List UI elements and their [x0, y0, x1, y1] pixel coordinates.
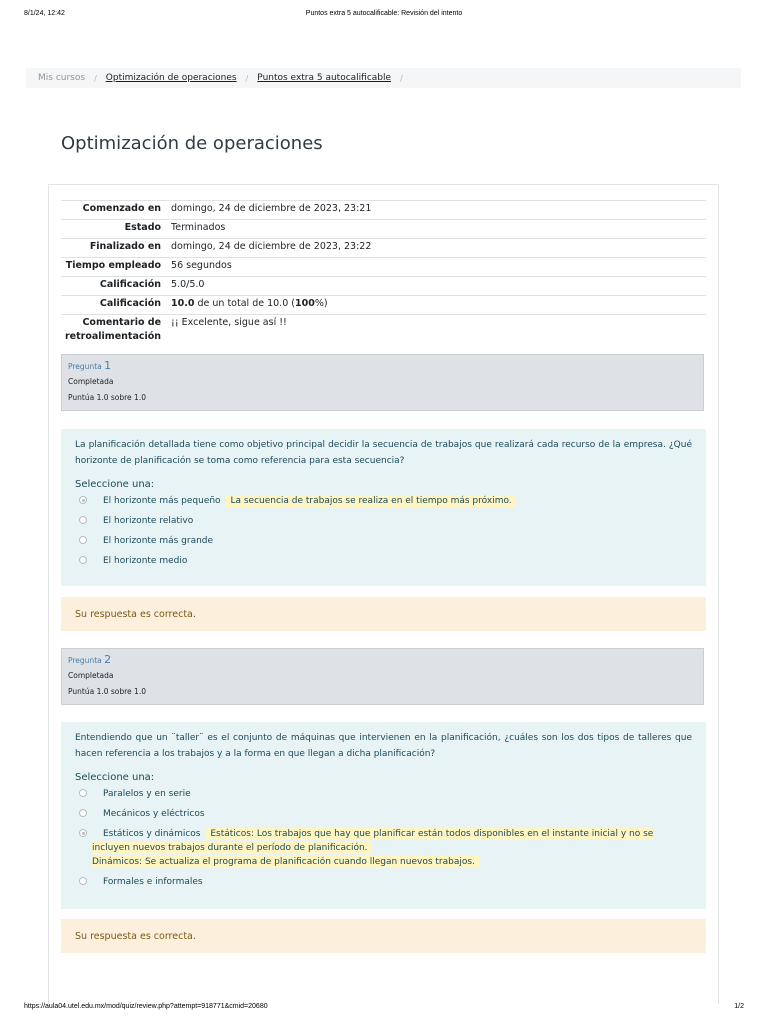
- summary-value: ¡¡ Excelente, sigue así !!: [167, 315, 706, 348]
- summary-label: Tiempo empleado: [61, 258, 167, 277]
- option-label: Mecánicos y eléctricos: [103, 809, 205, 819]
- question-info: [61, 354, 704, 411]
- result-feedback: Su respuesta es correcta.: [61, 919, 706, 953]
- summary-row: [61, 296, 706, 315]
- attempt-summary-table: [61, 200, 706, 347]
- answer-option[interactable]: [75, 807, 692, 821]
- radio-icon[interactable]: [79, 789, 87, 797]
- page-title: Optimización de operaciones: [61, 133, 323, 154]
- question-number: [68, 359, 697, 374]
- radio-icon[interactable]: [79, 809, 87, 817]
- grade-text-end: %): [314, 298, 328, 309]
- answer-option[interactable]: [75, 875, 692, 889]
- answer-option[interactable]: [75, 494, 692, 508]
- summary-label: Comentario de retroalimentación: [61, 315, 167, 348]
- option-label: Estáticos y dinámicos: [103, 829, 201, 839]
- question-status: Completada: [68, 671, 114, 680]
- question-content: [61, 429, 706, 586]
- question-label: Pregunta: [68, 362, 102, 371]
- radio-checked-icon[interactable]: [79, 829, 87, 837]
- breadcrumb: [26, 68, 741, 88]
- summary-value: Terminados: [167, 220, 706, 239]
- option-label: Formales e informales: [103, 877, 203, 887]
- option-label: El horizonte más pequeño: [103, 496, 221, 506]
- summary-label: Finalizado en: [61, 239, 167, 258]
- result-feedback: Su respuesta es correcta.: [61, 597, 706, 631]
- print-page-count: 1/2: [734, 1003, 744, 1010]
- breadcrumb-my-courses[interactable]: Mis cursos: [38, 73, 86, 83]
- summary-row: [61, 239, 706, 258]
- summary-row: [61, 220, 706, 239]
- print-header: [0, 10, 768, 22]
- breadcrumb-separator: /: [94, 73, 97, 83]
- radio-icon[interactable]: [79, 556, 87, 564]
- summary-label: Calificación: [61, 296, 167, 315]
- summary-value: 5.0/5.0: [167, 277, 706, 296]
- question-score: Puntúa 1.0 sobre 1.0: [68, 687, 146, 696]
- answer-option[interactable]: [75, 534, 692, 548]
- question-score: Puntúa 1.0 sobre 1.0: [68, 393, 146, 402]
- summary-value: domingo, 24 de diciembre de 2023, 23:21: [167, 201, 706, 220]
- question-text: La planificación detallada tiene como objetivo principal decidir la secuencia de trabajos que realizará cada recurso de la empresa. ¿Qué horizonte de planificación se toma como referencia para esta secuencia?: [75, 440, 692, 466]
- radio-icon[interactable]: [79, 516, 87, 524]
- summary-row: [61, 258, 706, 277]
- answer-option[interactable]: [75, 827, 692, 869]
- summary-label: Calificación: [61, 277, 167, 296]
- grade-percent-bold: 100: [294, 298, 315, 309]
- summary-value: [167, 296, 706, 315]
- question-status: Completada: [68, 377, 114, 386]
- answer-option[interactable]: [75, 554, 692, 568]
- question-number-value: 2: [104, 653, 112, 666]
- radio-icon[interactable]: [79, 877, 87, 885]
- print-title: Puntos extra 5 autocalificable: Revisión del intento: [305, 10, 463, 17]
- print-footer: [0, 1003, 768, 1015]
- breadcrumb-quiz[interactable]: Puntos extra 5 autocalificable: [257, 73, 392, 83]
- summary-label: Comenzado en: [61, 201, 167, 220]
- select-prompt: Seleccione una:: [75, 772, 155, 783]
- option-label: Paralelos y en serie: [103, 789, 191, 799]
- option-label: El horizonte relativo: [103, 516, 194, 526]
- select-prompt: Seleccione una:: [75, 479, 155, 490]
- question-content: [61, 722, 706, 909]
- radio-checked-icon[interactable]: [79, 496, 87, 504]
- summary-row: [61, 315, 706, 348]
- question-text: Entendiendo que un ¨taller¨ es el conjunto de máquinas que intervienen en la planificación, ¿cuáles son los dos tipos de talleres que hacen referencia a los trabajos y a la forma en que llegan a dicha planificación?: [75, 733, 692, 759]
- grade-text: de un total de 10.0 (: [194, 298, 295, 309]
- breadcrumb-separator: /: [245, 73, 249, 83]
- answer-option[interactable]: [75, 514, 692, 528]
- option-feedback: Estáticos: Los trabajos que hay que planificar están todos disponibles en el instante inicial y no se incluyen nuevos trabajos durante el período de planificación.: [92, 829, 654, 853]
- option-label: El horizonte medio: [103, 556, 188, 566]
- summary-label: Estado: [61, 220, 167, 239]
- summary-row: [61, 277, 706, 296]
- question-number-value: 1: [104, 359, 112, 372]
- grade-bold: 10.0: [171, 298, 195, 309]
- breadcrumb-course[interactable]: Optimización de operaciones: [105, 73, 237, 83]
- question-number: [68, 653, 697, 668]
- summary-value: 56 segundos: [167, 258, 706, 277]
- radio-icon[interactable]: [79, 536, 87, 544]
- option-feedback-2: Dinámicos: Se actualiza el programa de planificación cuando llegan nuevos trabajos.: [92, 856, 479, 868]
- question-label: Pregunta: [68, 656, 102, 665]
- summary-row: [61, 201, 706, 220]
- print-url: https://aula04.utel.edu.mx/mod/quiz/review.php?attempt=918771&cmid=20680: [24, 1003, 268, 1010]
- breadcrumb-separator: /: [400, 73, 403, 83]
- summary-value: domingo, 24 de diciembre de 2023, 23:22: [167, 239, 706, 258]
- option-label: El horizonte más grande: [103, 536, 214, 546]
- answer-option[interactable]: [75, 787, 692, 801]
- question-info: [61, 648, 704, 705]
- print-datetime: 8/1/24, 12:42: [24, 10, 65, 17]
- option-feedback: La secuencia de trabajos se realiza en el tiempo más próximo.: [226, 495, 515, 507]
